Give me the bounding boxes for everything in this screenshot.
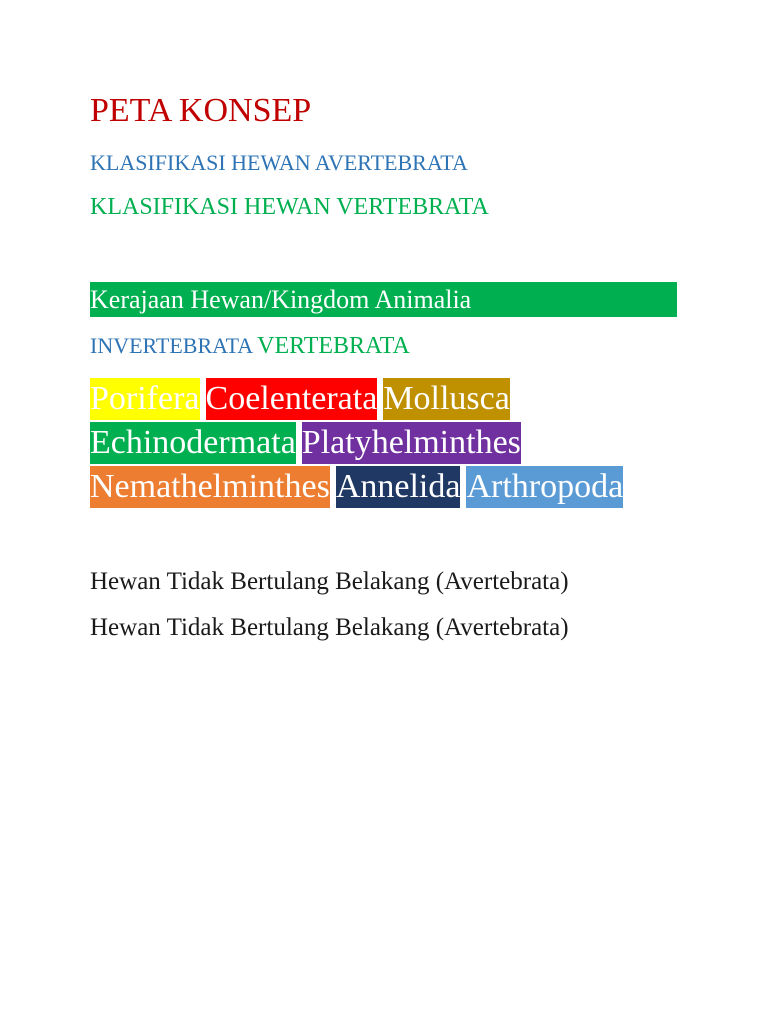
group-vertebrata: VERTEBRATA <box>257 333 410 359</box>
description-line: Hewan Tidak Bertulang Belakang (Avertebrata) <box>90 568 569 595</box>
phyla-row <box>90 466 629 508</box>
phylum-echinodermata: Echinodermata <box>90 422 296 464</box>
phylum-nemathelminthes: Nemathelminthes <box>90 466 330 508</box>
group-labels <box>90 333 410 360</box>
phylum-arthropoda: Arthropoda <box>466 466 623 508</box>
group-invertebrata: INVERTEBRATA <box>90 333 254 358</box>
phylum-annelida: Annelida <box>336 466 461 508</box>
subtitle-vertebrata: KLASIFIKASI HEWAN VERTEBRATA <box>90 194 489 220</box>
page-title: PETA KONSEP <box>90 92 312 129</box>
phylum-coelenterata: Coelenterata <box>206 378 378 420</box>
description-line: Hewan Tidak Bertulang Belakang (Avertebrata) <box>90 614 569 641</box>
phyla-row <box>90 378 516 420</box>
phylum-porifera: Porifera <box>90 378 200 420</box>
kingdom-banner: Kerajaan Hewan/Kingdom Animalia <box>90 282 677 317</box>
phyla-row <box>90 422 527 464</box>
subtitle-avertebrata: KLASIFIKASI HEWAN AVERTEBRATA <box>90 150 468 175</box>
phylum-platyhelminthes: Platyhelminthes <box>302 422 521 464</box>
phylum-mollusca: Mollusca <box>383 378 510 420</box>
